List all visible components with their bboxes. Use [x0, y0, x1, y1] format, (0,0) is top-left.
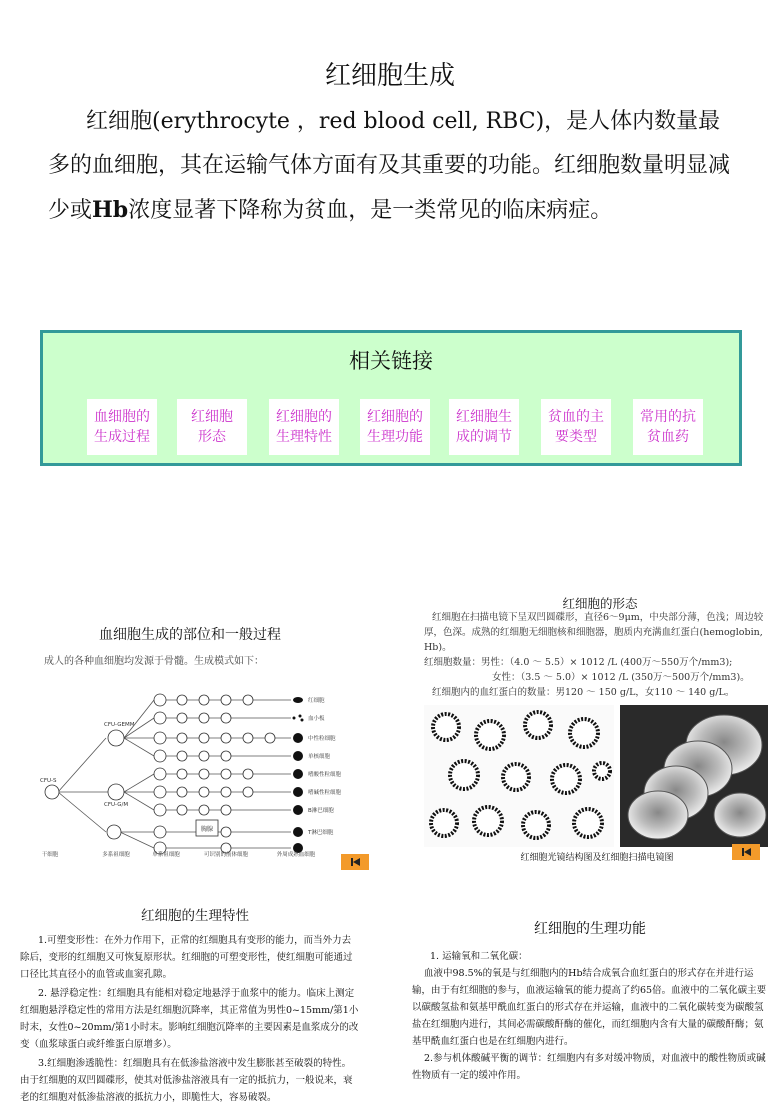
panel2-caption: 红细胞光镜结构图及红细胞扫描电镜图: [520, 853, 674, 863]
panel3-title: 红细胞的生理特性: [141, 908, 249, 924]
rbc-sem-micrograph: [620, 705, 768, 847]
hematopoiesis-diagram: [36, 680, 342, 858]
link-anemia-types[interactable]: 贫血的主 要类型: [541, 399, 611, 455]
panel1-title: 血细胞生成的部位和一般过程: [99, 627, 281, 643]
panel2-title: 红细胞的形态: [562, 596, 638, 611]
svg-text:单核细胞: 单核细胞: [308, 754, 331, 760]
panel1-subtitle: 成人的各种血细胞均发源于骨髓。生成模式如下：: [44, 656, 264, 667]
svg-text:红细胞: 红细胞: [308, 698, 325, 704]
panel2-text: 红细胞在扫描电镜下呈双凹圆碟形，直径6～9μm，中央部分薄，色浅；周边较厚，色深。成熟的红细胞无细胞核和细胞器，胞质内充满血红蛋白(hemoglobin, Hb)。 红细胞数量：男性：（4.0 ～ 5.5）× 1012 /L (400万～550万个/mm3); 女性：（3.5 ～ 5.0）× 1012 /L (350万～500万个/mm3)。 红细胞内的血红蛋白的数量：男120 ～ 150 g/L，女110 ～ 140 g/L。: [424, 612, 764, 698]
svg-text:血小板: 血小板: [308, 716, 325, 722]
link-rbc-regulation[interactable]: 红细胞生 成的调节: [449, 399, 519, 455]
link-rbc-functions[interactable]: 红细胞的 生理功能: [360, 399, 430, 455]
svg-text:CFU-G/M: CFU-G/M: [104, 802, 129, 808]
link-rbc-morphology[interactable]: 红细胞 形态: [177, 399, 247, 455]
panel3-text: 1.可塑变形性：在外力作用下，正常的红细胞具有变形的能力，而当外力去除后，变形的红细胞又可恢复原形状。红细胞的可塑变形性，使红细胞可能通过口径比其直径小的血管或血窦孔隙。 2. 悬浮稳定性：红细胞具有能相对稳定地悬浮于血浆中的能力。临床上测定红细胞悬浮稳定性的常用方法是红细胞沉降率，其正常值为男性0~15mm/第1小时末，女性0~20mm/第1小时末。影响红细胞沉降率的主要因素是血浆成分的改变（血浆球蛋白或纤维蛋白原增多）。 3.红细胞渗透脆性：红细胞具有在低渗盐溶液中发生膨胀甚至破裂的特性。由于红细胞的双凹圆碟形，使其对低渗盐溶液具有一定的抵抗力，一般说来，衰老的红细胞对低渗盐溶液的抵抗力小，即脆性大，容易破裂。: [20, 935, 359, 1103]
related-links-box: [40, 330, 742, 466]
panel4-text: 1. 运输氧和二氧化碳： 血液中98.5%的氧是与红细胞内的Hb结合成氧合血红蛋白的形式存在并进行运输，由于有红细胞的参与，血液运输氧的能力提高了约65倍。血液中的二氧化碳主要以碳酸氢盐和氨基甲酰血红蛋白的形式存在并运输，血液中的二氧化碳转变为碳酸氢盐在红细胞内进行，其间必需碳酸酐酶的催化，而红细胞内含有大量的碳酸酐酶；氨基甲酰血红蛋白也是在红细胞内进行。 2.参与机体酸碱平衡的调节：红细胞内有多对缓冲物质，对血液中的酸性物质或碱性物质有一定的缓冲作用。: [412, 951, 767, 1081]
link-anti-anemia-drugs[interactable]: 常用的抗 贫血药: [633, 399, 703, 455]
back-button-panel2[interactable]: [732, 844, 760, 860]
related-links-title: 相关链接: [349, 349, 433, 373]
svg-text:多系祖细胞: 多系祖细胞: [102, 852, 130, 858]
svg-text:单系祖细胞: 单系祖细胞: [152, 852, 180, 858]
svg-text:干细胞: 干细胞: [41, 852, 59, 858]
svg-text:可识别的前体细胞: 可识别的前体细胞: [203, 852, 249, 858]
svg-text:CFU-S: CFU-S: [40, 778, 57, 784]
intro-paragraph: [48, 100, 738, 233]
skip-back-icon: [732, 844, 760, 860]
svg-text:CFU-GEMM: CFU-GEMM: [104, 722, 135, 728]
back-button-panel1[interactable]: [341, 854, 369, 870]
svg-text:嗜碱性粒细胞: 嗜碱性粒细胞: [308, 790, 342, 796]
svg-text:T淋巴细胞: T淋巴细胞: [308, 830, 334, 836]
svg-text:胸腺: 胸腺: [200, 826, 214, 833]
svg-text:中性粒细胞: 中性粒细胞: [308, 736, 336, 742]
intro-text-2: 浓度显著下降称为贫血，是一类常见的临床病症。: [128, 198, 613, 223]
svg-text:嗜酸性粒细胞: 嗜酸性粒细胞: [308, 772, 342, 778]
skip-back-icon: [341, 854, 369, 870]
intro-bold: Hb: [92, 197, 129, 223]
rbc-light-micrograph: [424, 705, 614, 847]
link-blood-cell-generation[interactable]: 血细胞的 生成过程: [87, 399, 157, 455]
svg-text:外周成熟血细胞: 外周成熟血细胞: [276, 852, 316, 858]
panel4-title: 红细胞的生理功能: [534, 921, 646, 937]
intro-text-1: 红细胞(erythrocyte ，red blood cell, RBC)，是人体内数量最多的血细胞，其在运输气体方面有及其重要的功能。红细胞数量明显减少或: [48, 109, 731, 223]
page-title: 红细胞生成: [324, 61, 455, 91]
link-rbc-properties[interactable]: 红细胞的 生理特性: [269, 399, 339, 455]
svg-text:B淋巴细胞: B淋巴细胞: [308, 808, 334, 814]
